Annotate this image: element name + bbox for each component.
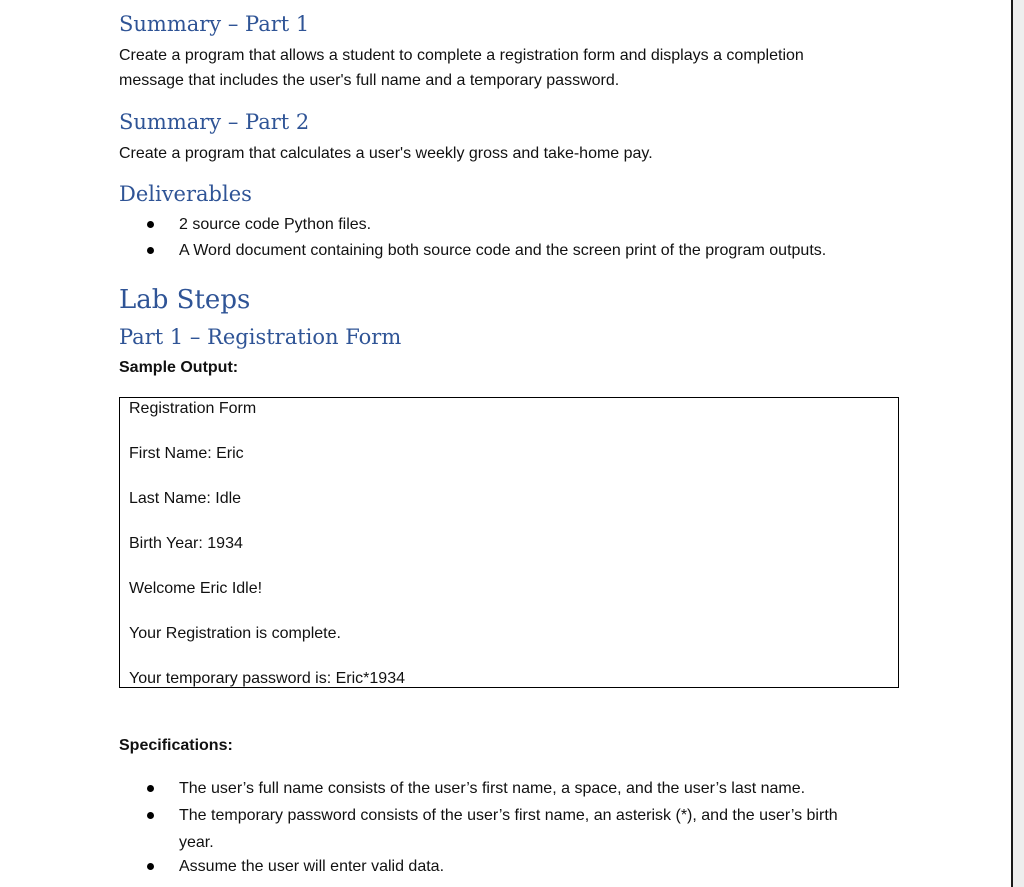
- part1-registration-heading: Part 1 – Registration Form: [119, 325, 402, 349]
- specifications-item-text: The temporary password consists of the user’s first name, an asterisk (*), and the user’s birth: [179, 807, 838, 824]
- deliverables-item-text: 2 source code Python files.: [179, 216, 372, 233]
- bullet-icon: [147, 812, 154, 819]
- specifications-item-text: Assume the user will enter valid data.: [179, 858, 445, 875]
- page-gutter: [1013, 0, 1024, 887]
- sample-output-label: Sample Output:: [119, 359, 239, 376]
- output-line: Birth Year: 1934: [129, 535, 243, 552]
- bullet-icon: [147, 247, 154, 254]
- summary-part2-heading: Summary – Part 2: [119, 110, 310, 134]
- output-line: Your Registration is complete.: [129, 625, 341, 642]
- bullet-icon: [147, 863, 154, 870]
- output-line: Last Name: Idle: [129, 490, 242, 507]
- bullet-icon: [147, 221, 154, 228]
- specifications-label: Specifications:: [119, 737, 233, 754]
- summary-part1-heading: Summary – Part 1: [119, 12, 310, 36]
- bullet-icon: [147, 785, 154, 792]
- specifications-item-text: The user’s full name consists of the user’s first name, a space, and the user’s last name.: [179, 780, 806, 797]
- deliverables-heading: Deliverables: [119, 182, 252, 206]
- output-line: Registration Form: [129, 400, 257, 417]
- output-line: Your temporary password is: Eric*1934: [129, 670, 405, 687]
- sample-output-box: [119, 397, 899, 688]
- output-line: First Name: Eric: [129, 445, 244, 462]
- deliverables-item-text: A Word document containing both source code and the screen print of the program outputs.: [179, 242, 827, 259]
- summary-part2-line1: Create a program that calculates a user's weekly gross and take-home pay.: [119, 145, 653, 162]
- specifications-item-text: year.: [179, 834, 214, 851]
- summary-part1-line1: Create a program that allows a student to complete a registration form and displays a completion: [119, 47, 804, 64]
- lab-steps-heading: Lab Steps: [119, 285, 251, 315]
- summary-part1-line2: message that includes the user's full name and a temporary password.: [119, 72, 620, 89]
- output-line: Welcome Eric Idle!: [129, 580, 263, 597]
